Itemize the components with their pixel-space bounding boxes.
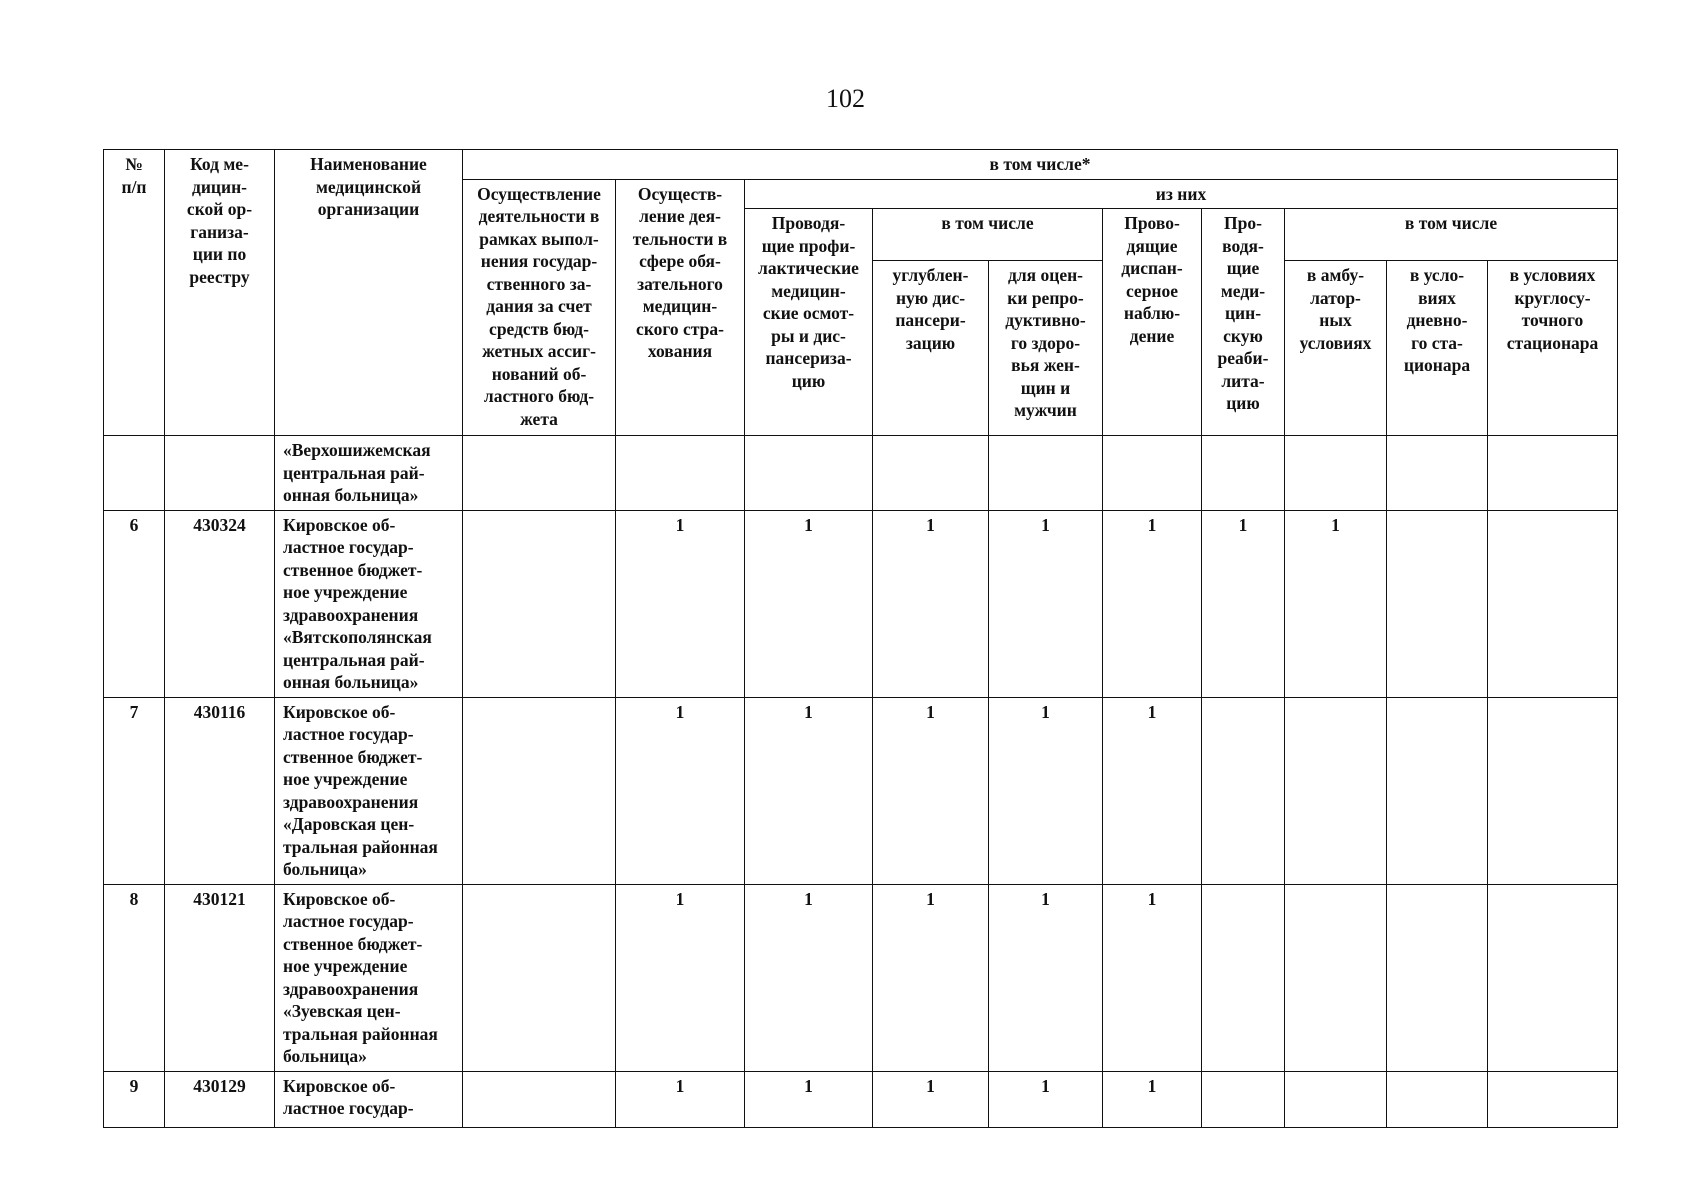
cell-preventive: 1	[745, 1071, 873, 1127]
row-code: 430116	[165, 697, 275, 884]
cell-preventive	[745, 436, 873, 511]
cell-deep: 1	[873, 884, 989, 1071]
header-of-them: из них	[745, 179, 1618, 209]
row-num	[104, 436, 165, 511]
page-number: 102	[826, 84, 865, 113]
row-code: 430129	[165, 1071, 275, 1127]
cell-ambulatory	[1285, 1071, 1387, 1127]
row-name: Кировское об- ластное государ-	[275, 1071, 463, 1127]
cell-dispensary: 1	[1103, 510, 1202, 697]
cell-deep: 1	[873, 697, 989, 884]
cell-state-task	[463, 436, 616, 511]
cell-repro: 1	[989, 510, 1103, 697]
table-row	[104, 510, 1618, 697]
cell-oms: 1	[616, 884, 745, 1071]
table-row	[104, 1071, 1618, 1127]
cell-deep: 1	[873, 1071, 989, 1127]
header-ambulatory: в амбу- латор- ных условиях	[1285, 261, 1387, 436]
row-name: Кировское об- ластное государ- ственное бюджет- ное учреждение здравоохранения «Вятскополянская центральная рай- онная больница»	[275, 510, 463, 697]
cell-preventive: 1	[745, 884, 873, 1071]
table-row	[104, 697, 1618, 884]
cell-rehab	[1202, 436, 1285, 511]
header-dispensary: Прово- дящие диспан- серное наблю- дение	[1103, 209, 1202, 436]
row-num: 8	[104, 884, 165, 1071]
cell-state-task	[463, 1071, 616, 1127]
row-name: Кировское об- ластное государ- ственное бюджет- ное учреждение здравоохранения «Даровская цен- тральная районная больница»	[275, 697, 463, 884]
header-including-3: в том числе	[1285, 209, 1618, 261]
cell-repro	[989, 436, 1103, 511]
cell-dispensary: 1	[1103, 697, 1202, 884]
cell-preventive: 1	[745, 510, 873, 697]
cell-repro: 1	[989, 884, 1103, 1071]
header-preventive: Проводя- щие профи- лактические медицин- ские осмот- ры и дис- пансериза- цию	[745, 209, 873, 436]
cell-dispensary: 1	[1103, 1071, 1202, 1127]
header-name: Наименование медицинской организации	[275, 150, 463, 436]
row-name: «Верхошижемская центральная рай- онная больница»	[275, 436, 463, 511]
cell-day-hospital	[1387, 510, 1488, 697]
cell-day-hospital	[1387, 697, 1488, 884]
cell-oms: 1	[616, 697, 745, 884]
cell-oms: 1	[616, 1071, 745, 1127]
cell-ambulatory	[1285, 436, 1387, 511]
cell-rehab	[1202, 1071, 1285, 1127]
header-day-hospital: в усло- виях дневно- го ста- ционара	[1387, 261, 1488, 436]
cell-round-clock	[1488, 510, 1618, 697]
cell-round-clock	[1488, 1071, 1618, 1127]
header-including-2: в том числе	[873, 209, 1103, 261]
cell-preventive: 1	[745, 697, 873, 884]
cell-rehab	[1202, 884, 1285, 1071]
cell-dispensary	[1103, 436, 1202, 511]
medical-organizations-table	[103, 149, 1618, 1128]
row-num: 6	[104, 510, 165, 697]
header-including: в том числе*	[463, 150, 1618, 180]
cell-day-hospital	[1387, 436, 1488, 511]
cell-rehab: 1	[1202, 510, 1285, 697]
cell-day-hospital	[1387, 1071, 1488, 1127]
cell-state-task	[463, 884, 616, 1071]
row-code: 430121	[165, 884, 275, 1071]
row-num: 9	[104, 1071, 165, 1127]
cell-deep: 1	[873, 510, 989, 697]
cell-deep	[873, 436, 989, 511]
cell-round-clock	[1488, 884, 1618, 1071]
table-row	[104, 436, 1618, 511]
cell-oms	[616, 436, 745, 511]
cell-dispensary: 1	[1103, 884, 1202, 1071]
header-rehab: Про- водя- щие меди- цин- скую реаби- лита- цию	[1202, 209, 1285, 436]
header-num: № п/п	[104, 150, 165, 436]
header-deep-dispensarization: углублен- ную дис- пансери- зацию	[873, 261, 989, 436]
cell-round-clock	[1488, 697, 1618, 884]
cell-repro: 1	[989, 697, 1103, 884]
table-row	[104, 884, 1618, 1071]
row-code: 430324	[165, 510, 275, 697]
cell-rehab	[1202, 697, 1285, 884]
header-state-task: Осуществление деятельности в рамках выпол- нения государ- ственного за- дания за счет средств бюд- жетных ассиг- нований об- ластного бюд- жета	[463, 179, 616, 436]
cell-ambulatory	[1285, 884, 1387, 1071]
header-oms: Осуществ- ление дея- тельности в сфере обя- зательного медицин- ского стра- хования	[616, 179, 745, 436]
header-reproductive: для оцен- ки репро- дуктивно- го здоро- вья жен- щин и мужчин	[989, 261, 1103, 436]
header-round-clock: в условиях круглосу- точного стационара	[1488, 261, 1618, 436]
cell-state-task	[463, 510, 616, 697]
cell-state-task	[463, 697, 616, 884]
cell-repro: 1	[989, 1071, 1103, 1127]
cell-ambulatory: 1	[1285, 510, 1387, 697]
cell-ambulatory	[1285, 697, 1387, 884]
cell-day-hospital	[1387, 884, 1488, 1071]
cell-round-clock	[1488, 436, 1618, 511]
row-name: Кировское об- ластное государ- ственное бюджет- ное учреждение здравоохранения «Зуевская цен- тральная районная больница»	[275, 884, 463, 1071]
header-code: Код ме- дицин- ской ор- ганиза- ции по реестру	[165, 150, 275, 436]
cell-oms: 1	[616, 510, 745, 697]
row-num: 7	[104, 697, 165, 884]
row-code	[165, 436, 275, 511]
